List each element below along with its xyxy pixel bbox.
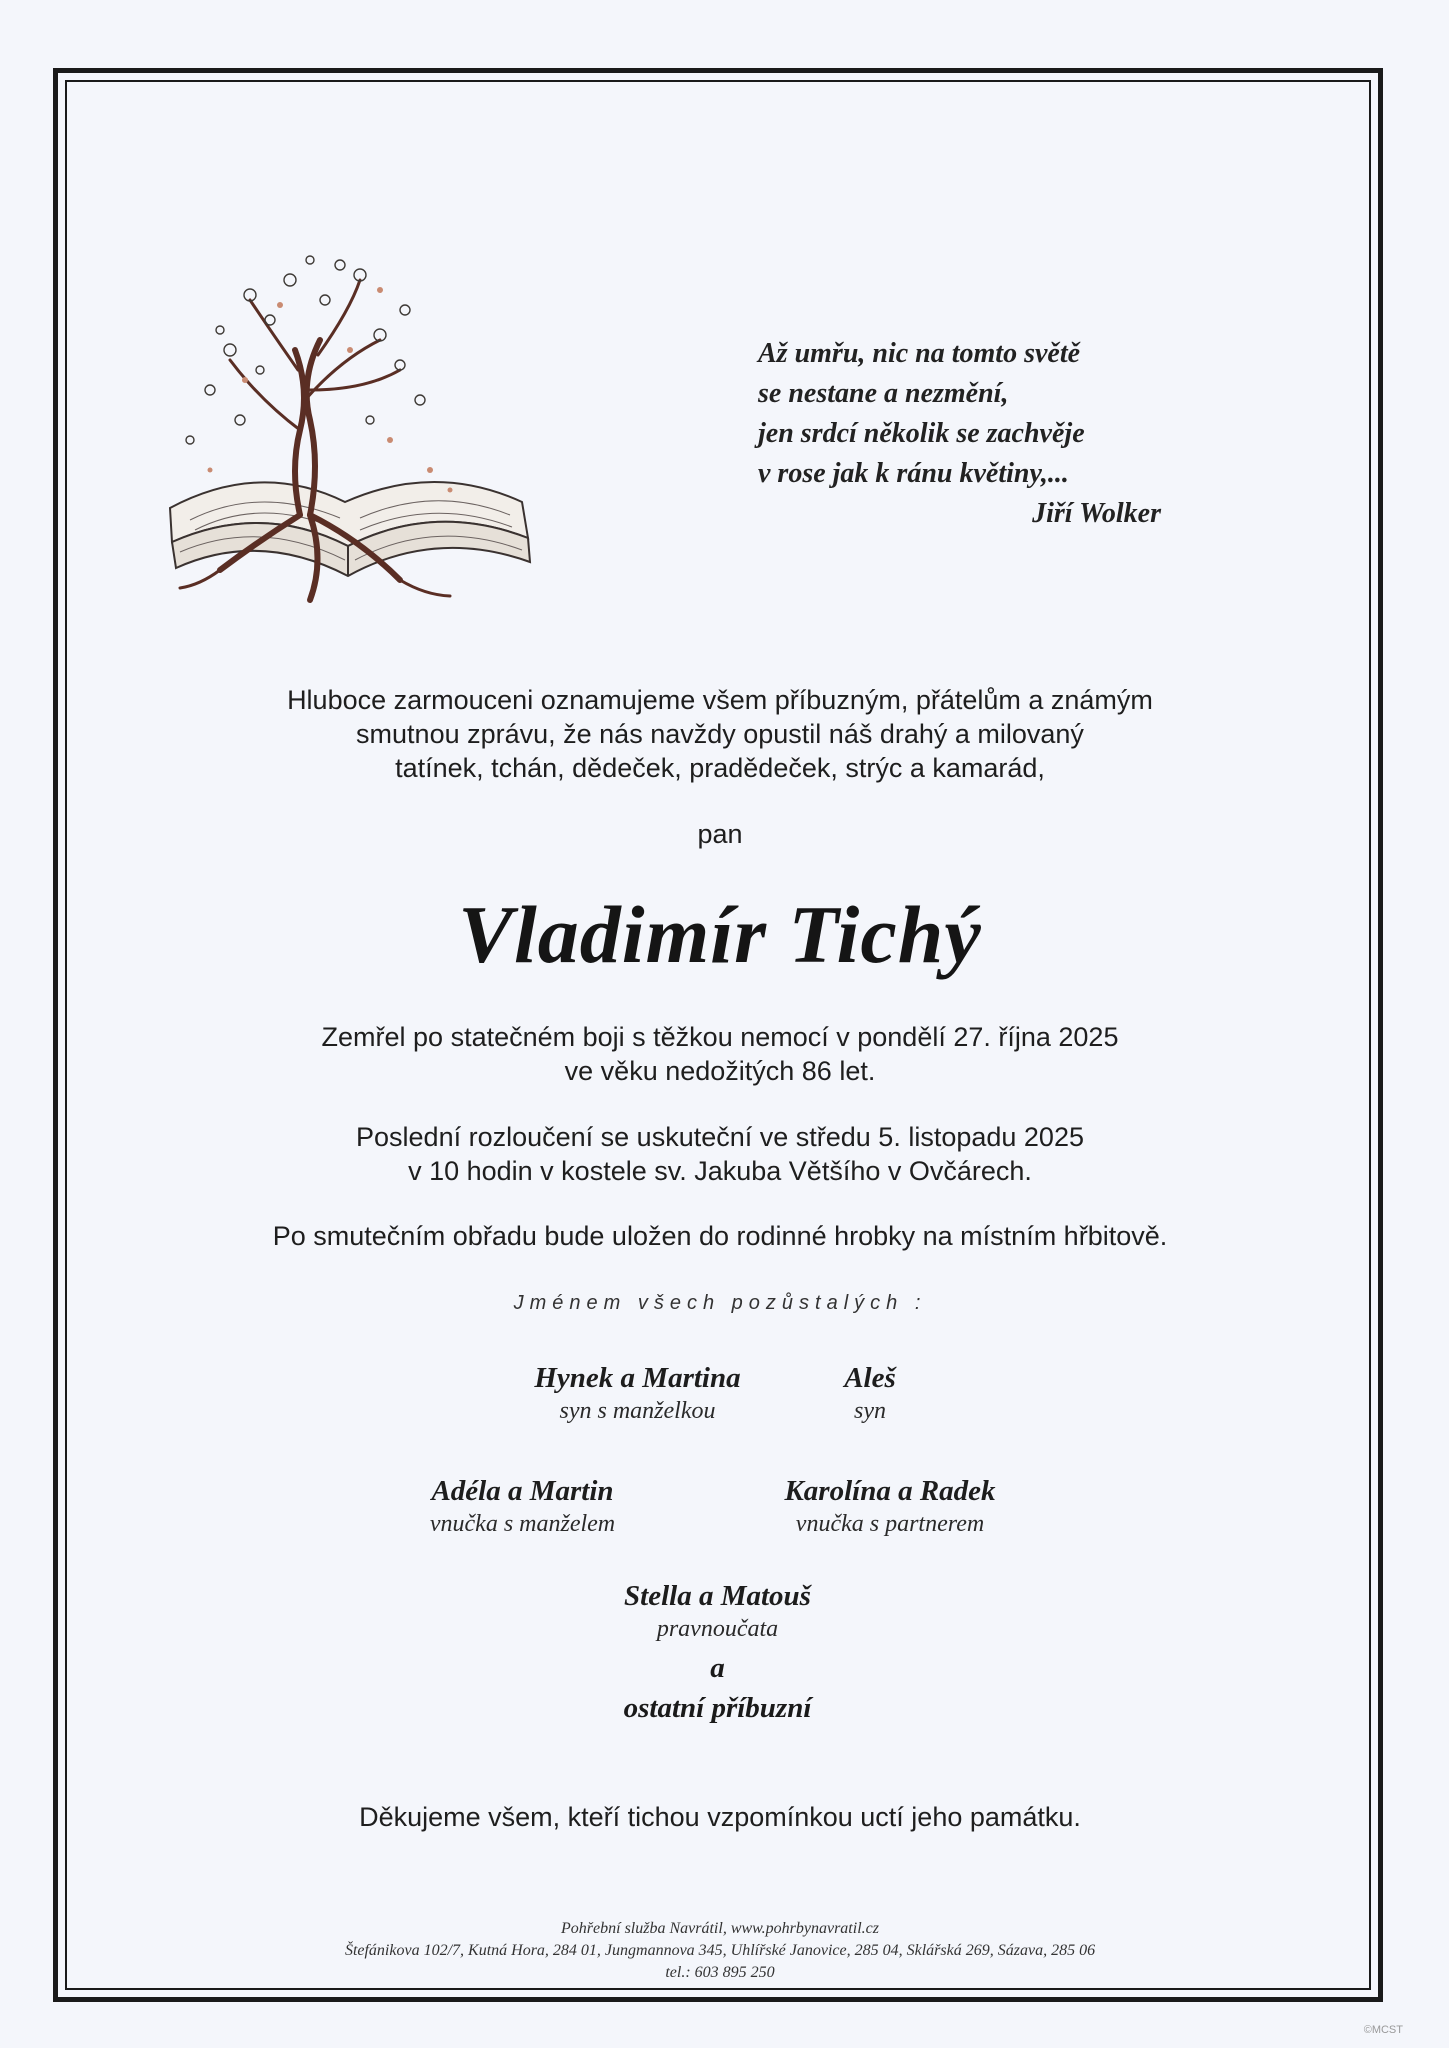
mourner-relation: syn bbox=[854, 1398, 886, 1424]
thanks bbox=[70, 1800, 1370, 1834]
mourner-name: Karolína a Radek bbox=[784, 1475, 996, 1507]
mourner-name: Aleš bbox=[844, 1362, 896, 1394]
footer-line: tel.: 603 895 250 bbox=[665, 1964, 775, 1981]
death-info bbox=[70, 1020, 1370, 1088]
mourner-name: Adéla a Martin bbox=[431, 1475, 614, 1507]
farewell-line: v 10 hodin v kostele sv. Jakuba Většího v Ovčárech. bbox=[408, 1156, 1032, 1186]
mourner bbox=[380, 1473, 665, 1539]
poem-line: jen srdcí několik se zachvěje bbox=[758, 418, 1085, 449]
death-info-line: ve věku nedožitých 86 let. bbox=[564, 1056, 876, 1086]
poem-line: v rose jak k ránu květiny,... bbox=[758, 458, 1069, 489]
mourner bbox=[570, 1578, 865, 1644]
burial-info bbox=[70, 1219, 1370, 1253]
footer-line: Štefánikova 102/7, Kutná Hora, 284 01, Jungmannova 345, Uhlířské Janovice, 285 04, Sklářská 269, Sázava, 285 06 bbox=[344, 1942, 1096, 1959]
mourner bbox=[480, 1360, 795, 1426]
poem bbox=[758, 334, 1178, 534]
mourner bbox=[800, 1360, 940, 1426]
poem-line: Až umřu, nic na tomto světě bbox=[758, 338, 1081, 369]
family-heading: Jménem všech pozůstalých : bbox=[513, 1292, 927, 1314]
intro-line: Hluboce zarmouceni oznamujeme všem příbuzným, přátelům a známým bbox=[287, 685, 1153, 715]
intro-line: tatínek, tchán, dědeček, pradědeček, strýc a kamarád, bbox=[395, 753, 1045, 783]
mourner-relation: syn s manželkou bbox=[559, 1398, 716, 1424]
death-info-line: Zemřel po statečném boji s těžkou nemocí v pondělí 27. října 2025 bbox=[321, 1022, 1119, 1052]
poem-author: Jiří Wolker bbox=[1032, 498, 1161, 529]
farewell-line: Poslední rozloučení se uskuteční ve středu 5. listopadu 2025 bbox=[356, 1122, 1084, 1152]
intro-line: smutnou zprávu, že nás navždy opustil náš drahý a milovaný bbox=[356, 719, 1084, 749]
announcement-intro bbox=[70, 683, 1370, 785]
watermark: ©MCST bbox=[1363, 2024, 1403, 2036]
mourner-name: Hynek a Martina bbox=[534, 1362, 741, 1394]
salutation-text: pan bbox=[697, 819, 743, 849]
mourner-name: Stella a Matouš bbox=[624, 1580, 811, 1612]
mourner-relation: pravnoučata bbox=[656, 1616, 779, 1642]
burial-text: Po smutečním obřadu bude uložen do rodinné hrobky na místním hřbitově. bbox=[272, 1221, 1168, 1251]
tree-on-book-illustration bbox=[150, 240, 535, 640]
deceased-name: Vladimír Tichý bbox=[458, 889, 982, 980]
mourner-relation: vnučka s partnerem bbox=[795, 1511, 985, 1537]
conjunction: a bbox=[710, 1652, 725, 1684]
mourner-relation: vnučka s manželem bbox=[429, 1511, 616, 1537]
thanks-text: Děkujeme všem, kteří tichou vzpomínkou uctí jeho památku. bbox=[359, 1802, 1081, 1832]
other-relatives: ostatní příbuzní bbox=[623, 1692, 812, 1724]
salutation bbox=[70, 817, 1370, 851]
funeral-service-footer bbox=[70, 1918, 1370, 1984]
footer-line: Pohřební služba Navrátil, www.pohrbynavratil.cz bbox=[561, 1920, 879, 1937]
mourner bbox=[740, 1473, 1040, 1539]
farewell-info bbox=[70, 1120, 1370, 1188]
poem-line: se nestane a nezmění, bbox=[758, 378, 1009, 409]
